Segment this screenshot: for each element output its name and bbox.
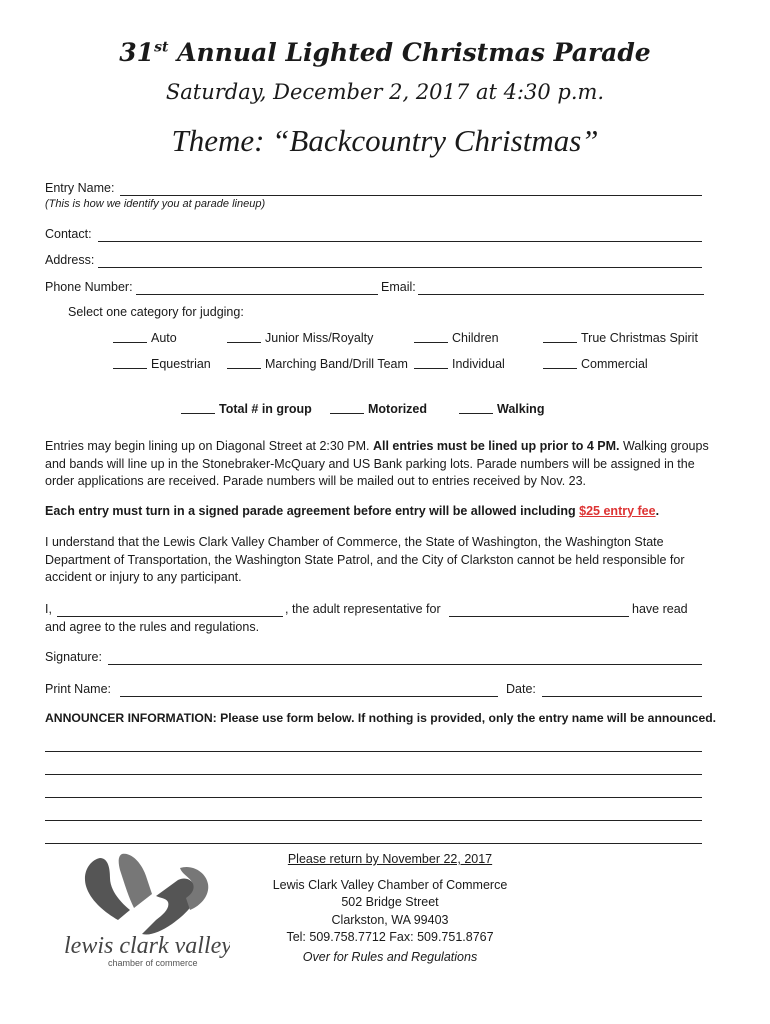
announcer-line-3[interactable]	[45, 797, 702, 798]
category-children[interactable]: Children	[414, 331, 499, 345]
entry-fee: $25 entry fee	[579, 504, 656, 518]
rep-i-label: I,	[45, 602, 52, 616]
rep-agree-text: and agree to the rules and regulations.	[45, 620, 260, 634]
category-auto[interactable]: Auto	[113, 331, 177, 345]
category-junior-miss[interactable]: Junior Miss/Royalty	[227, 331, 373, 345]
entry-name-label: Entry Name:	[45, 181, 115, 195]
announcer-line-1[interactable]	[45, 751, 702, 752]
category-blank[interactable]	[227, 368, 261, 369]
total-walking[interactable]: Walking	[459, 402, 544, 416]
event-date: Saturday, December 2, 2017 at 4:30 p.m.	[165, 80, 605, 104]
logo-name: lewis clark valley	[64, 933, 230, 959]
rep-entry-field[interactable]	[449, 616, 629, 617]
category-blank[interactable]	[543, 342, 577, 343]
date-label: Date:	[506, 682, 536, 696]
contact-label: Contact:	[45, 227, 92, 241]
category-blank[interactable]	[414, 342, 448, 343]
category-marching-band[interactable]: Marching Band/Drill Team	[227, 357, 408, 371]
lineup-instructions: Entries may begin lining up on Diagonal Street at 2:30 PM. All entries must be lined up prior to 4 PM. Walking groups and bands will line up in the Stonebraker-McQuary and US Bank parking lots. Parade numbers will be assigned in the order applications are received. Parade numbers will be mailed out to entries received by Nov. 23.	[45, 439, 709, 488]
chamber-logo	[60, 850, 230, 970]
category-blank[interactable]	[227, 342, 261, 343]
email-field[interactable]	[418, 294, 704, 295]
total-motorized[interactable]: Motorized	[330, 402, 427, 416]
entry-name-field[interactable]	[120, 195, 702, 196]
org-city: Clarkston, WA 99403	[331, 913, 449, 927]
print-name-label: Print Name:	[45, 682, 111, 696]
hands-icon	[60, 850, 230, 970]
title-text: Annual Lighted Christmas Parade	[168, 38, 651, 67]
agreement-notice: Each entry must turn in a signed parade agreement before entry will be allowed including $25 entry fee.	[45, 504, 660, 518]
email-label: Email:	[381, 280, 416, 294]
phone-field[interactable]	[136, 294, 378, 295]
category-blank[interactable]	[113, 342, 147, 343]
total-blank[interactable]	[181, 413, 215, 414]
contact-field[interactable]	[98, 241, 702, 242]
rep-end-label: have read	[632, 602, 688, 616]
signature-field[interactable]	[108, 664, 702, 665]
address-label: Address:	[45, 253, 95, 267]
category-blank[interactable]	[113, 368, 147, 369]
org-name: Lewis Clark Valley Chamber of Commerce	[272, 878, 508, 892]
over-note: Over for Rules and Regulations	[302, 950, 478, 964]
logo-sub: chamber of commerce	[108, 958, 198, 968]
org-phone-fax: Tel: 509.758.7712 Fax: 509.751.8767	[286, 930, 494, 944]
announcer-line-5[interactable]	[45, 843, 702, 844]
return-deadline: Please return by November 22, 2017	[287, 852, 493, 866]
category-individual[interactable]: Individual	[414, 357, 505, 371]
category-commercial[interactable]: Commercial	[543, 357, 648, 371]
walking-blank[interactable]	[459, 413, 493, 414]
org-street: 502 Bridge Street	[341, 895, 439, 909]
entry-name-note: (This is how we identify you at parade lineup)	[45, 198, 266, 210]
liability-statement: I understand that the Lewis Clark Valley Chamber of Commerce, the State of Washington, the Washington State Department of Transportation, the Washington State Patrol, and the City of Clarkston cannot be held responsible for accident or injury to any participant.	[45, 535, 685, 584]
category-prompt: Select one category for judging:	[68, 305, 244, 319]
address-field[interactable]	[98, 267, 702, 268]
category-true-christmas-spirit[interactable]: True Christmas Spirit	[543, 331, 698, 345]
phone-label: Phone Number:	[45, 280, 133, 294]
rep-name-field[interactable]	[57, 616, 283, 617]
announcer-heading: ANNOUNCER INFORMATION: Please use form below. If nothing is provided, only the entry name will be announced.	[45, 711, 717, 725]
title-number: 31	[119, 38, 155, 67]
announcer-line-4[interactable]	[45, 820, 702, 821]
total-in-group[interactable]: Total # in group	[181, 402, 312, 416]
date-field[interactable]	[542, 696, 702, 697]
category-blank[interactable]	[414, 368, 448, 369]
page-title	[0, 38, 770, 67]
category-equestrian[interactable]: Equestrian	[113, 357, 211, 371]
print-name-field[interactable]	[120, 696, 498, 697]
theme-heading: Theme: “Backcountry Christmas”	[171, 123, 599, 158]
category-blank[interactable]	[543, 368, 577, 369]
motorized-blank[interactable]	[330, 413, 364, 414]
title-ordinal: st	[154, 39, 169, 56]
announcer-line-2[interactable]	[45, 774, 702, 775]
signature-label: Signature:	[45, 650, 102, 664]
rep-mid-label: , the adult representative for	[285, 602, 441, 616]
